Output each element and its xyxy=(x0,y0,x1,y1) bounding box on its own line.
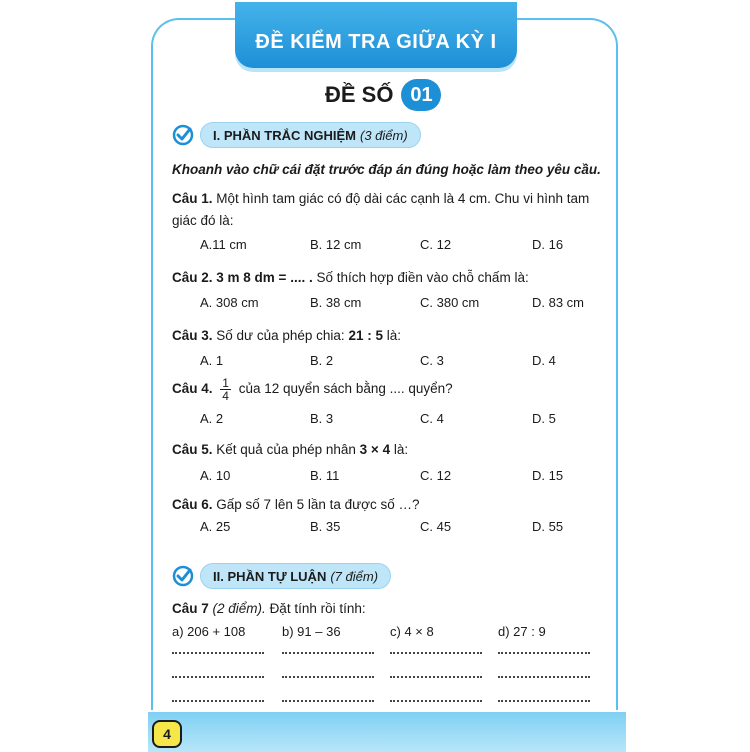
question-label: Câu 1. xyxy=(172,191,213,206)
question-6 xyxy=(172,497,420,512)
question-4 xyxy=(172,377,453,402)
section-1-heading xyxy=(172,122,421,148)
answer-line[interactable] xyxy=(282,676,374,678)
question-text-after: là: xyxy=(386,328,401,343)
answer-line[interactable] xyxy=(172,700,264,702)
question-3-options xyxy=(200,353,620,371)
question-1-options xyxy=(200,237,620,255)
option-b[interactable]: B. 12 cm xyxy=(310,237,362,252)
question-points: (2 điểm). xyxy=(212,601,266,616)
option-d[interactable]: D. 5 xyxy=(532,411,556,426)
section-1-points: (3 điểm) xyxy=(360,127,408,143)
answer-line-row-1 xyxy=(172,652,612,656)
question-text: Một hình tam giác có độ dài các cạnh là 4 cm. Chu vi hình tam giác đó là: xyxy=(172,191,590,228)
fraction-denominator: 4 xyxy=(222,389,229,403)
section-2-heading xyxy=(172,563,391,589)
answer-line[interactable] xyxy=(282,652,374,654)
answer-line[interactable] xyxy=(498,652,590,654)
answer-line-row-2 xyxy=(172,676,612,680)
header-banner xyxy=(235,2,517,68)
question-text-after: là: xyxy=(393,442,409,457)
question-2-options xyxy=(200,295,620,313)
calc-item-d: d) 27 : 9 xyxy=(498,624,546,639)
question-text: Đặt tính rồi tính: xyxy=(269,601,366,616)
question-label: Câu 7 xyxy=(172,601,209,616)
question-label: Câu 4. xyxy=(172,381,213,397)
question-2 xyxy=(172,270,529,285)
question-4-options xyxy=(200,411,620,429)
section-1-pill xyxy=(200,122,421,148)
calc-item-c: c) 4 × 8 xyxy=(390,624,434,639)
option-b[interactable]: B. 3 xyxy=(310,411,334,426)
option-d[interactable]: D. 16 xyxy=(532,237,564,252)
option-b[interactable]: B. 2 xyxy=(310,353,334,368)
option-a[interactable]: A. 25 xyxy=(200,519,231,534)
fraction-numerator: 1 xyxy=(222,376,229,390)
option-d[interactable]: D. 83 cm xyxy=(532,295,585,310)
calculation-row xyxy=(172,624,612,642)
section-1-label: I. PHẦN TRẮC NGHIỆM xyxy=(213,127,356,143)
question-text: của 12 quyển sách bằng .... quyển? xyxy=(238,381,453,397)
option-d[interactable]: D. 55 xyxy=(532,519,564,534)
question-expression: 21 : 5 xyxy=(348,328,383,343)
question-label: Câu 3. xyxy=(172,328,213,343)
page-number-badge: 4 xyxy=(152,720,182,748)
answer-line[interactable] xyxy=(498,676,590,678)
question-6-options xyxy=(200,519,620,537)
question-7 xyxy=(172,601,366,616)
option-a[interactable]: A.11 cm xyxy=(200,237,247,252)
answer-line[interactable] xyxy=(282,700,374,702)
question-text: Gấp số 7 lên 5 lần ta được số …? xyxy=(216,497,420,512)
question-label: Câu 5. xyxy=(172,442,213,457)
option-c[interactable]: C. 12 xyxy=(420,468,452,483)
section-2-points: (7 điểm) xyxy=(330,568,379,584)
answer-line[interactable] xyxy=(172,676,264,678)
answer-line[interactable] xyxy=(172,652,264,654)
option-c[interactable]: C. 12 xyxy=(420,237,452,252)
answer-line-row-3 xyxy=(172,700,612,704)
question-3 xyxy=(172,328,401,343)
fraction xyxy=(220,377,231,402)
option-d[interactable]: D. 15 xyxy=(532,468,564,483)
footer-bar xyxy=(148,712,626,752)
question-5 xyxy=(172,442,408,457)
option-c[interactable]: C. 3 xyxy=(420,353,444,368)
question-text: Số thích hợp điền vào chỗ chấm là: xyxy=(316,270,529,285)
answer-line[interactable] xyxy=(390,700,482,702)
check-circle-icon xyxy=(172,565,194,587)
question-label: Câu 2. xyxy=(172,270,213,285)
check-circle-icon xyxy=(172,124,194,146)
question-text: Kết quả của phép nhân xyxy=(216,442,356,457)
option-b[interactable]: B. 38 cm xyxy=(310,295,362,310)
option-a[interactable]: A. 1 xyxy=(200,353,224,368)
answer-line[interactable] xyxy=(390,676,482,678)
question-5-options xyxy=(200,468,620,486)
answer-line[interactable] xyxy=(390,652,482,654)
calc-item-a: a) 206 + 108 xyxy=(172,624,246,639)
question-label: Câu 6. xyxy=(172,497,213,512)
exam-title-label: ĐỀ SỐ xyxy=(325,82,394,107)
option-a[interactable]: A. 10 xyxy=(200,468,231,483)
calc-item-b: b) 91 – 36 xyxy=(282,624,341,639)
option-c[interactable]: C. 4 xyxy=(420,411,444,426)
instruction-text: Khoanh vào chữ cái đặt trước đáp án đúng hoặc làm theo yêu cầu. xyxy=(172,162,601,177)
exam-number-badge: 01 xyxy=(401,79,441,111)
header-title: ĐỀ KIỂM TRA GIỮA KỲ I xyxy=(255,30,497,53)
exam-title xyxy=(325,77,441,113)
option-a[interactable]: A. 308 cm xyxy=(200,295,259,310)
question-expression: 3 m 8 dm = .... . xyxy=(216,270,313,285)
option-d[interactable]: D. 4 xyxy=(532,353,556,368)
option-c[interactable]: C. 380 cm xyxy=(420,295,480,310)
section-2-label: II. PHẦN TỰ LUẬN xyxy=(213,568,327,584)
section-2-pill xyxy=(200,563,391,589)
question-text: Số dư của phép chia: xyxy=(216,328,345,343)
option-a[interactable]: A. 2 xyxy=(200,411,224,426)
answer-line[interactable] xyxy=(498,700,590,702)
question-expression: 3 × 4 xyxy=(359,442,391,457)
option-b[interactable]: B. 35 xyxy=(310,519,341,534)
option-b[interactable]: B. 11 xyxy=(310,468,340,483)
option-c[interactable]: C. 45 xyxy=(420,519,452,534)
question-1 xyxy=(172,188,612,232)
